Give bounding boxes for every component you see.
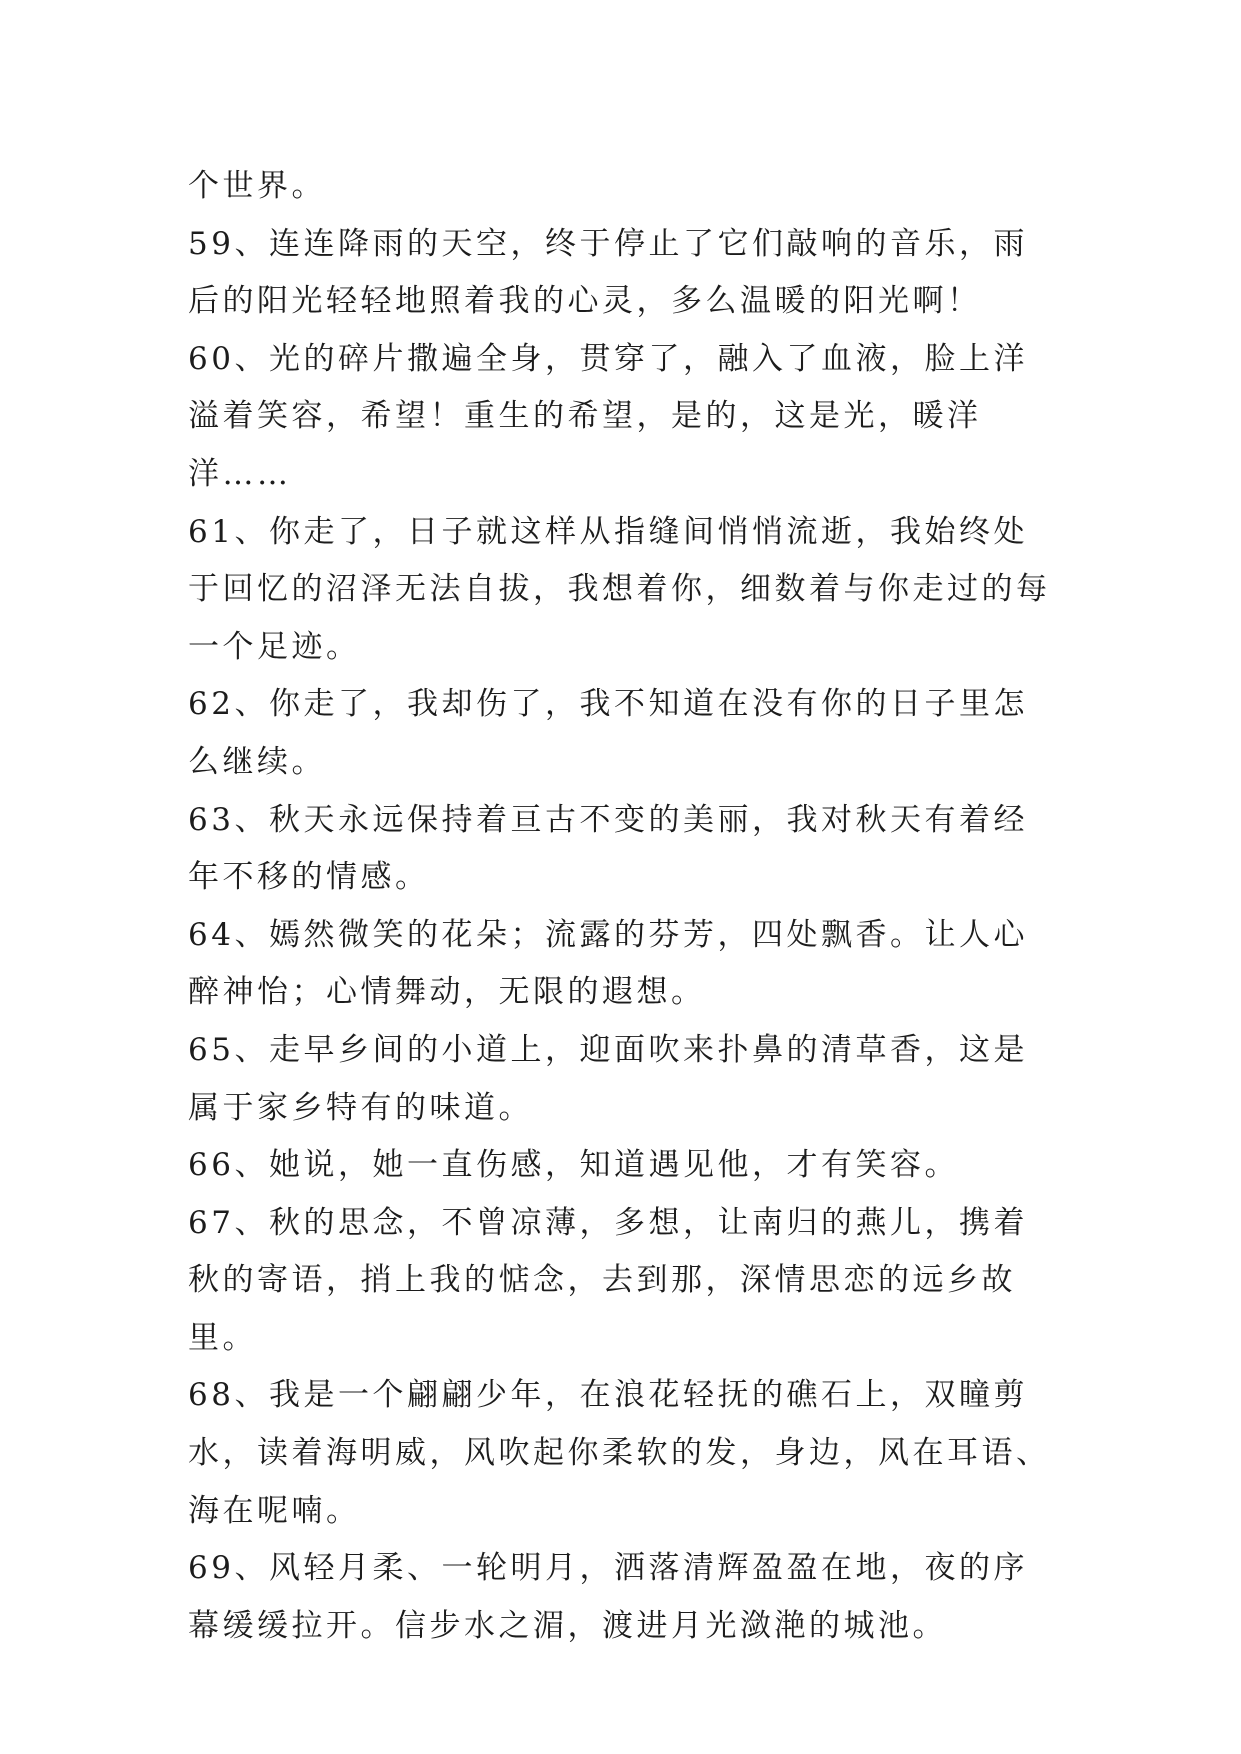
paragraph: 60、光的碎片撒遍全身，贯穿了，融入了血液，脸上洋溢着笑容，希望！重生的希望，是的，这是光，暖洋洋…… xyxy=(188,340,1028,492)
paragraph: 66、她说，她一直伤感，知道遇见他，才有笑容。 xyxy=(188,1147,959,1184)
paragraph: 65、走早乡间的小道上，迎面吹来扑鼻的清草香，这是属于家乡特有的味道。 xyxy=(188,1031,1028,1126)
document-body xyxy=(188,158,1058,1655)
paragraph: 64、嫣然微笑的花朵；流露的芬芳，四处飘香。让人心醉神怡；心情舞动，无限的遐想。 xyxy=(188,916,1028,1011)
paragraph: 69、风轻月柔、一轮明月，洒落清辉盈盈在地，夜的序幕缓缓拉开。信步水之湄，渡进月光潋滟的城池。 xyxy=(188,1550,1028,1644)
paragraph: 61、你走了，日子就这样从指缝间悄悄流逝，我始终处于回忆的沼泽无法自拔，我想着你，细数着与你走过的每一个足迹。 xyxy=(188,513,1051,665)
paragraph: 个世界。 xyxy=(188,168,326,204)
paragraph: 62、你走了，我却伤了，我不知道在没有你的日子里怎么继续。 xyxy=(188,686,1028,780)
paragraph: 59、连连降雨的天空，终于停止了它们敲响的音乐，雨后的阳光轻轻地照着我的心灵，多么温暖的阳光啊！ xyxy=(188,225,1028,320)
paragraph: 67、秋的思念，不曾凉薄，多想，让南归的燕儿，携着秋的寄语，捎上我的惦念，去到那，深情思恋的远乡故里。 xyxy=(188,1204,1028,1356)
paragraph: 63、秋天永远保持着亘古不变的美丽，我对秋天有着经年不移的情感。 xyxy=(188,801,1028,896)
paragraph: 68、我是一个翩翩少年，在浪花轻抚的礁石上，双瞳剪水，读着海明威，风吹起你柔软的发，身边，风在耳语、海在呢喃。 xyxy=(188,1377,1051,1529)
